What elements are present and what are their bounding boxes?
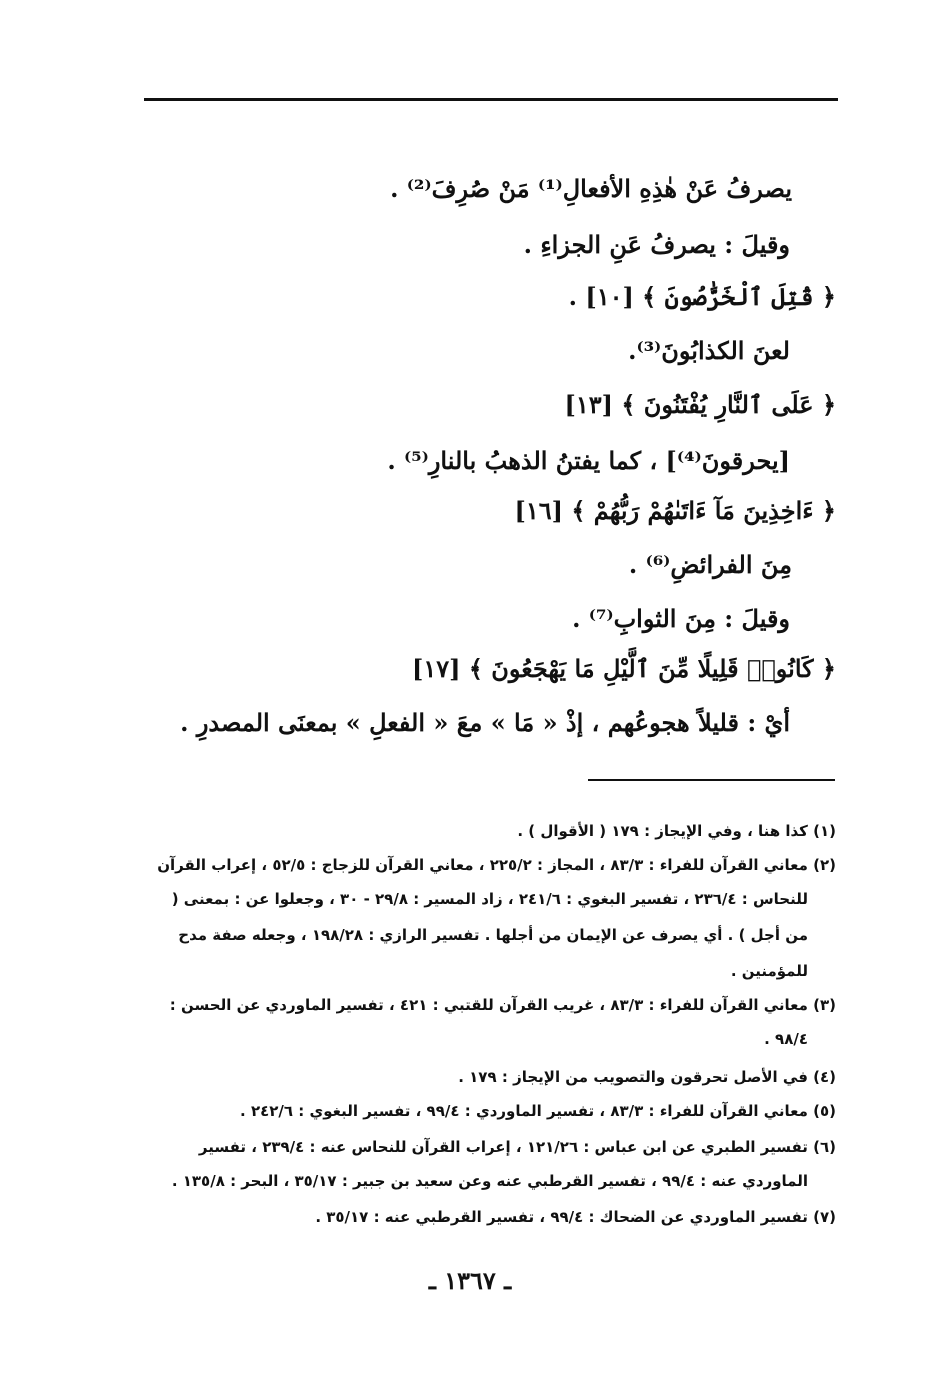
main-line-6: [يحرقونَ⁽⁴⁾] ، كما يفتنُ الذهبُ بالنارِ⁽⁵⁾ . [387, 446, 790, 475]
footnote-2-cont-1: للنحاس : ٢٣٦/٤ ، تفسير البغوي : ٢٤١/٦ ، زاد المسير : ٢٩/٨ - ٣٠ ، وجعلوا عن : بمعنى ( [171, 890, 808, 908]
verse-line-13: ﴿ عَلَى ٱلنَّارِ يُفْتَنُونَ ﴾ [١٣] [564, 390, 836, 419]
page-number: ـ ١٣٦٧ ـ [428, 1266, 512, 1295]
footnote-1: (١) كذا هنا ، وفي الإيجاز : ١٧٩ ( الأقوال ) . [517, 822, 836, 840]
footnote-3: (٣) معاني القرآن للفراء : ٨٣/٣ ، غريب القرآن للقتبي : ٤٢١ ، تفسير الماوردي عن الحسن : [169, 996, 836, 1014]
footnote-2: (٢) معاني القرآن للفراء : ٨٣/٣ ، المجاز : ٢٢٥/٢ ، معاني القرآن للزجاج : ٥٢/٥ ، إعراب القرآن [157, 856, 836, 874]
verse-line-10: ﴿ قُتِلَ ٱلْخَرَّٰصُونَ ﴾ [١٠] . [568, 282, 836, 311]
main-line-9: وقيلَ : مِنَ الثوابِ⁽⁷⁾ . [572, 604, 790, 633]
header-rule [144, 98, 838, 101]
footnote-3-cont: ٩٨/٤ . [764, 1030, 808, 1048]
footnote-6: (٦) تفسير الطبري عن ابن عباس : ١٢١/٢٦ ، إعراب القرآن للنحاس عنه : ٢٣٩/٤ ، تفسير [198, 1138, 836, 1156]
footnote-4: (٤) في الأصل تحرقون والتصويب من الإيجاز : ١٧٩ . [458, 1068, 836, 1086]
main-line-1: يصرفُ عَنْ هٰذِهِ الأفعالِ⁽¹⁾ مَنْ صُرِفَ⁽²⁾ . [390, 174, 792, 203]
verse-line-16: ﴿ ءَاخِذِينَ مَآ ءَاتَىٰهُمْ رَبُّهُمْ ﴾ [١٦] [514, 496, 836, 525]
footnote-7: (٧) تفسير الماوردي عن الضحاك : ٩٩/٤ ، تفسير القرطبي عنه : ٣٥/١٧ . [315, 1208, 836, 1226]
main-line-2: وقيلَ : يصرفُ عَنِ الجزاءِ . [523, 230, 790, 259]
main-line-11: أيْ : قليلاً هجوعُهم ، إذْ « مَا » معَ « الفعلِ » بمعنَى المصدرِ . [180, 708, 790, 737]
footnote-2-cont-3: للمؤمنين . [730, 962, 808, 980]
footnote-rule [588, 779, 835, 781]
footnote-5: (٥) معاني القرآن للفراء : ٨٣/٣ ، تفسير الماوردي : ٩٩/٤ ، تفسير البغوي : ٢٤٢/٦ . [240, 1102, 836, 1120]
main-line-8: مِنَ الفرائضِ⁽⁶⁾ . [628, 550, 792, 579]
footnote-6-cont: الماوردي عنه : ٩٩/٤ ، تفسير القرطبي عنه وعن سعيد بن جبير : ٣٥/١٧ ، البحر : ١٣٥/٨ . [171, 1172, 808, 1190]
footnote-2-cont-2: من أجل ) . أي يصرف عن الإيمان من أجلها . تفسير الرازي : ١٩٨/٢٨ ، وجعله صفة مدح [178, 926, 808, 944]
verse-line-17: ﴿ كَانُوا۟ قَلِيلًا مِّنَ ٱلَّيْلِ مَا يَهْجَعُونَ ﴾ [١٧] [412, 654, 836, 683]
main-line-4: لعنَ الكذابُونَ⁽³⁾. [628, 336, 790, 365]
